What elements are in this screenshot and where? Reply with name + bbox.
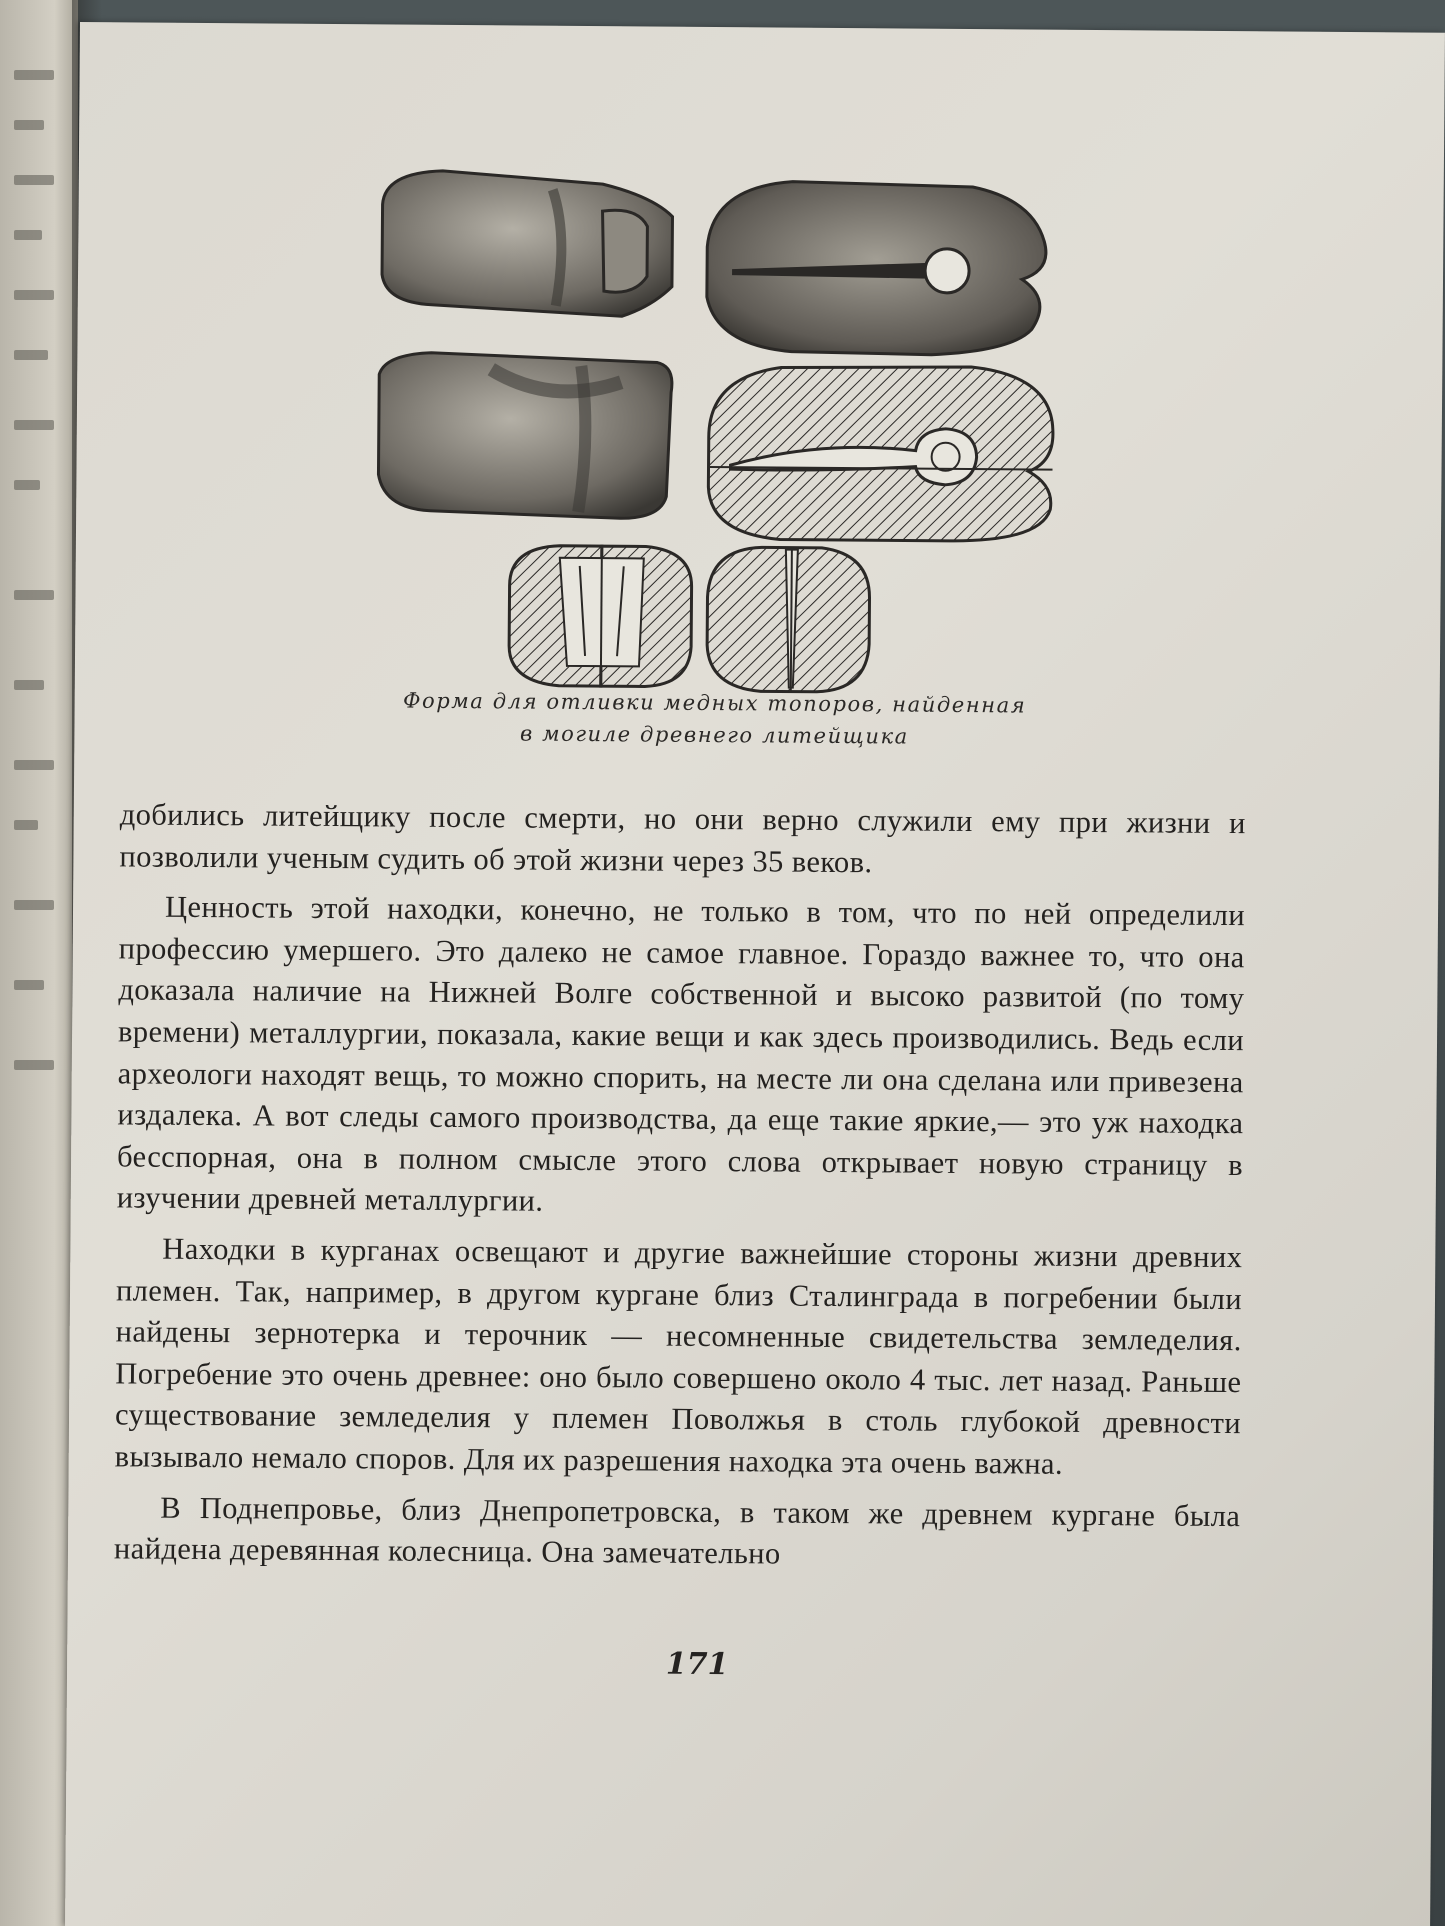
paragraph-3: Находки в курганах освещают и другие важнейшие стороны жизни древних племен. Так, например, в другом кургане близ Сталинграда в погребении были найдены зернотерка и терочник — несомненные свидетельства земледелия. Погребение это очень древнее: оно было совершено около 4 тыс. лет назад. Раньше существование земледелия у племен Поволжья в столь глубокой древности вызывало немало споров. Для их разрешения находка эта очень важна. — [114, 1231, 1243, 1481]
mold-end-section-right — [707, 547, 870, 692]
paragraph-2: Ценность этой находки, конечно, не только в том, что по ней определили профессию умершего. Это далеко не самое главное. Гораздо важнее то, что она доказала наличие на Нижней Волге собственной и высоко развитой (по тому времени) металлургии, показала, какие вещи и как здесь производились. Ведь если археологи находят вещь, то можно спорить, на месте ли она сделана или привезена издалека. А вот следы самого производства, да еще такие яркие,— это уж находка бесспорная, она в полном смысле этого слова открывает новую страницу в изучении древней металлургии. — [116, 889, 1246, 1219]
mold-end-section-left — [509, 545, 692, 686]
mold-section-middle-right — [708, 365, 1053, 542]
axe-mold-drawing — [369, 164, 1103, 710]
mold-half-middle-left — [378, 352, 672, 518]
body-text — [114, 794, 1246, 1588]
paragraph-4: В Поднепровье, близ Днепропетровска, в таком же древнем кургане была найдена деревянная колесница. Она замечательно — [113, 1490, 1241, 1571]
page-number: 171 — [665, 1646, 729, 1683]
caption-line-1: Форма для отливки медных топоров, найденная — [402, 688, 1027, 718]
caption-line-2: в могиле древнего литейщика — [519, 721, 909, 749]
adjacent-page-edge — [0, 0, 78, 1926]
axe-mold-illustration — [369, 164, 1103, 710]
book-page — [65, 22, 1445, 1926]
figure-caption — [274, 684, 1154, 755]
paragraph-1: добились литейщику после смерти, но они верно служили ему при жизни и позволили ученым судить об этой жизни через 35 веков. — [119, 797, 1246, 879]
mold-half-top-right — [706, 181, 1046, 356]
mold-half-top-left — [382, 170, 673, 316]
